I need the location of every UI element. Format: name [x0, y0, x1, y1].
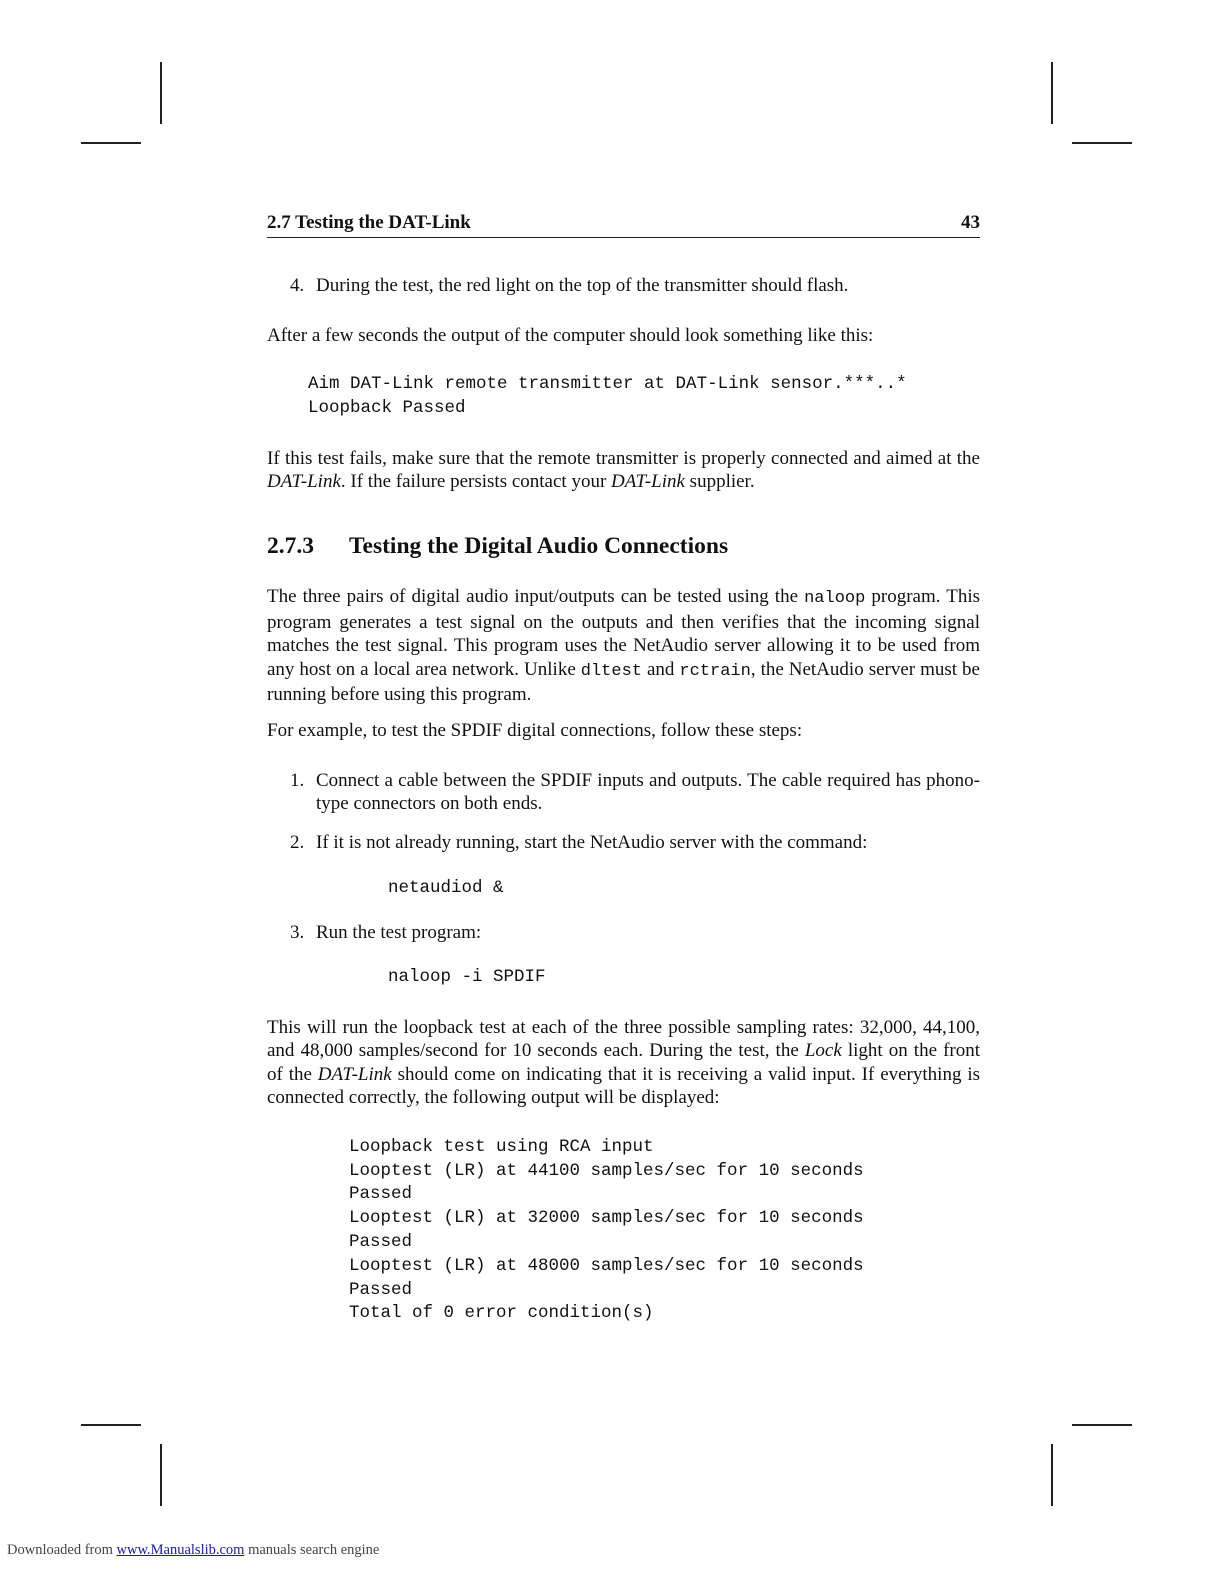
crop-mark	[81, 1424, 141, 1426]
crop-mark	[81, 142, 141, 144]
section-number: 2.7.3	[267, 532, 314, 559]
crop-mark	[160, 62, 162, 124]
paragraph-failure: If this test fails, make sure that the remote transmitter is properly connected and aimed at the DAT-Link. If the failure persists contact your DAT-Link supplier.	[267, 447, 980, 493]
footer-prefix: Downloaded from	[7, 1542, 117, 1558]
section-heading	[267, 532, 980, 560]
paragraph-spdif-example: For example, to test the SPDIF digital connections, follow these steps:	[267, 719, 803, 741]
manualslib-link[interactable]: www.Manualslib.com	[116, 1542, 245, 1558]
list-text: Connect a cable between the SPDIF inputs and outputs. The cable required has phono-type connectors on both ends.	[316, 769, 980, 815]
paragraph-naloop-description: The three pairs of digital audio input/outputs can be tested using the naloop program. This program generates a test signal on the outputs and then verifies that the incoming signal matches the test signal. This program uses the NetAudio server allowing it to be used from any host on a local area network. Unlike dltest and rctrain, the NetAudio server must be running before using this program.	[267, 585, 980, 706]
list-text: During the test, the red light on the top of the transmitter should flash.	[316, 275, 849, 296]
section-title: Testing the Digital Audio Connections	[349, 532, 729, 559]
code-block-loopback: Aim DAT-Link remote transmitter at DAT-Link sensor.***..* Loopback Passed	[308, 374, 907, 418]
paragraph-output-intro: After a few seconds the output of the computer should look something like this:	[267, 324, 874, 346]
crop-mark	[1051, 62, 1053, 124]
crop-mark	[160, 1444, 162, 1506]
list-item-step-1	[267, 769, 980, 816]
crop-mark	[1051, 1444, 1053, 1506]
crop-mark	[1072, 142, 1132, 144]
running-head	[267, 212, 980, 238]
list-number: 2.	[290, 831, 305, 853]
code-block-test-output: Loopback test using RCA input Looptest (LR) at 44100 samples/sec for 10 seconds Passed Looptest (LR) at 32000 samples/sec for 10 seconds Passed Looptest (LR) at 48000 samples/sec for 10 seconds Passed Total of 0 error condition(s)	[349, 1136, 864, 1324]
page-content	[267, 274, 980, 1326]
paragraph-sampling-rates: This will run the loopback test at each of the three possible sampling rates: 32,000, 44,100, and 48,000 samples/second for 10 seconds each. During the test, the Lock light on the front of the DAT-Link should come on indicating that it is receiving a valid input. If everything is connected correctly, the following output will be displayed:	[267, 1016, 981, 1109]
list-item-step-3	[267, 921, 980, 989]
list-item-step-4	[267, 274, 980, 298]
list-item-step-2	[267, 831, 980, 901]
list-text: Run the test program:	[316, 922, 482, 944]
list-number: 1.	[290, 769, 305, 791]
code-naloop: naloop -i SPDIF	[388, 966, 546, 987]
running-head-title: 2.7 Testing the DAT-Link	[267, 212, 471, 233]
code-netaudiod: netaudiod &	[388, 878, 504, 899]
list-number: 4.	[290, 275, 305, 296]
list-text: If it is not already running, start the NetAudio server with the command:	[316, 831, 868, 853]
crop-mark	[1072, 1424, 1132, 1426]
footer-suffix: manuals search engine	[244, 1542, 380, 1558]
page-number: 43	[961, 212, 980, 233]
footer	[7, 1542, 379, 1559]
list-number: 3.	[290, 922, 305, 944]
